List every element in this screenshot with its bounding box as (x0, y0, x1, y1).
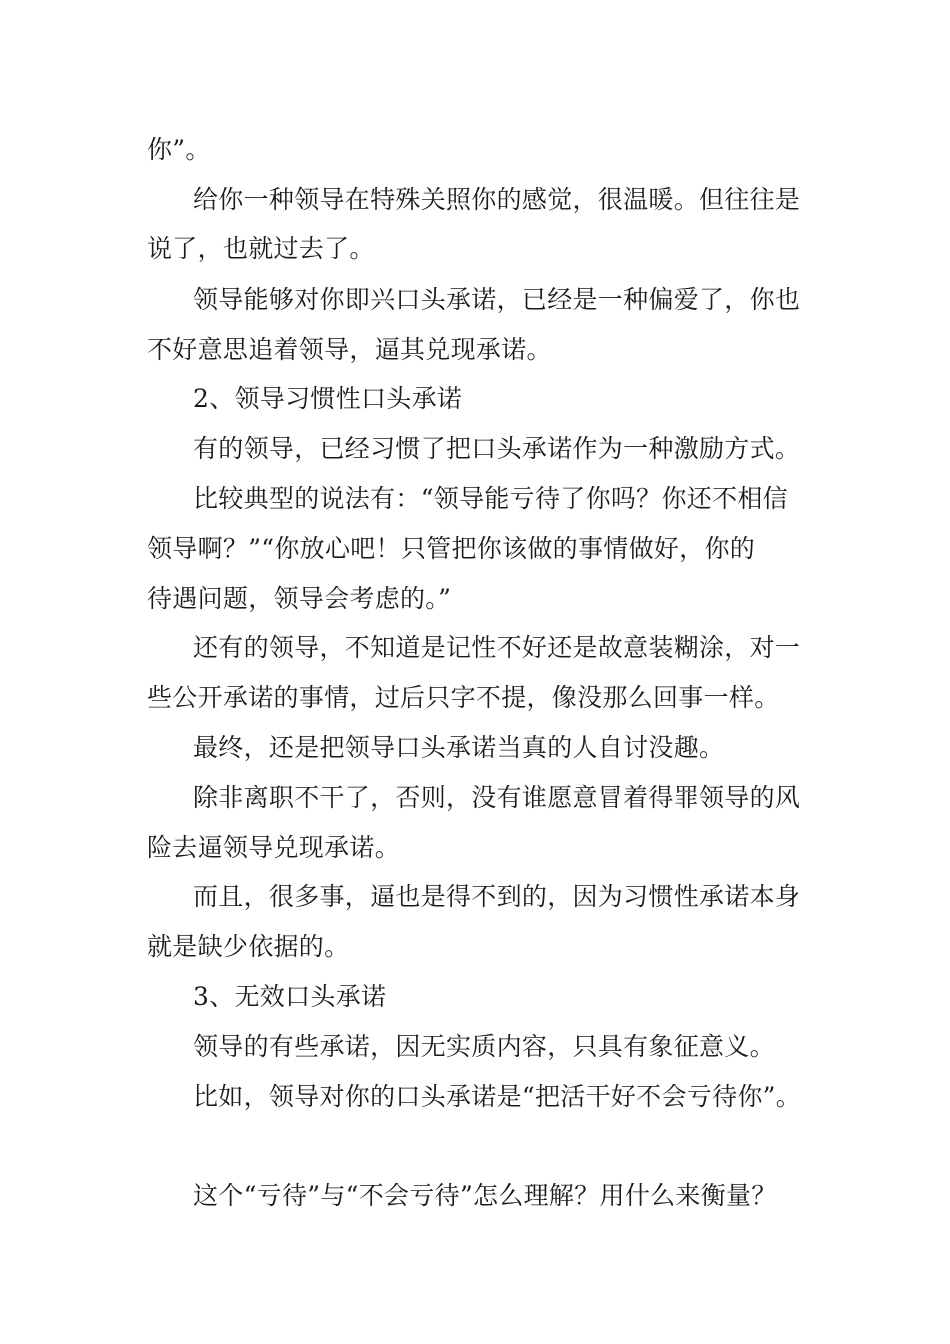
text-line: 领导的有些承诺，因无实质内容，只具有象征意义。 (193, 1032, 775, 1061)
section-heading: 3、无效口头承诺 (193, 982, 387, 1011)
text-line: 领导能够对你即兴口头承诺，已经是一种偏爱了，你也 (193, 285, 801, 314)
text-line: 些公开承诺的事情，过后只字不提，像没那么回事一样。 (147, 683, 780, 712)
text-line: 还有的领导，不知道是记性不好还是故意装糊涂，对一 (193, 633, 801, 662)
text-line: 就是缺少依据的。 (147, 932, 350, 961)
text-line: 领导啊？”“你放心吧！只管把你该做的事情做好，你的 (147, 534, 756, 563)
section-heading: 2、领导习惯性口头承诺 (193, 384, 463, 413)
text-line: 除非离职不干了，否则，没有谁愿意冒着得罪领导的风 (193, 783, 801, 812)
text-line: 说了，也就过去了。 (147, 234, 375, 263)
text-line: 最终，还是把领导口头承诺当真的人自讨没趣。 (193, 733, 725, 762)
text-line: 这个“亏待”与“不会亏待”怎么理解？用什么来衡量？ (193, 1181, 777, 1210)
text-line: 有的领导，已经习惯了把口头承诺作为一种激励方式。 (193, 434, 801, 463)
text-line: 不好意思追着领导，逼其兑现承诺。 (147, 335, 552, 364)
text-line: 给你一种领导在特殊关照你的感觉，很温暖。但往往是 (193, 185, 801, 214)
text-line: 比较典型的说法有：“领导能亏待了你吗？你还不相信 (193, 484, 788, 513)
text-line: 比如，领导对你的口头承诺是“把活干好不会亏待你”。 (193, 1082, 802, 1111)
text-line: 你”。 (147, 135, 211, 164)
text-line: 而且，很多事，逼也是得不到的，因为习惯性承诺本身 (193, 882, 801, 911)
text-line: 待遇问题，领导会考虑的。” (147, 584, 452, 613)
text-line: 险去逼领导兑现承诺。 (147, 833, 401, 862)
